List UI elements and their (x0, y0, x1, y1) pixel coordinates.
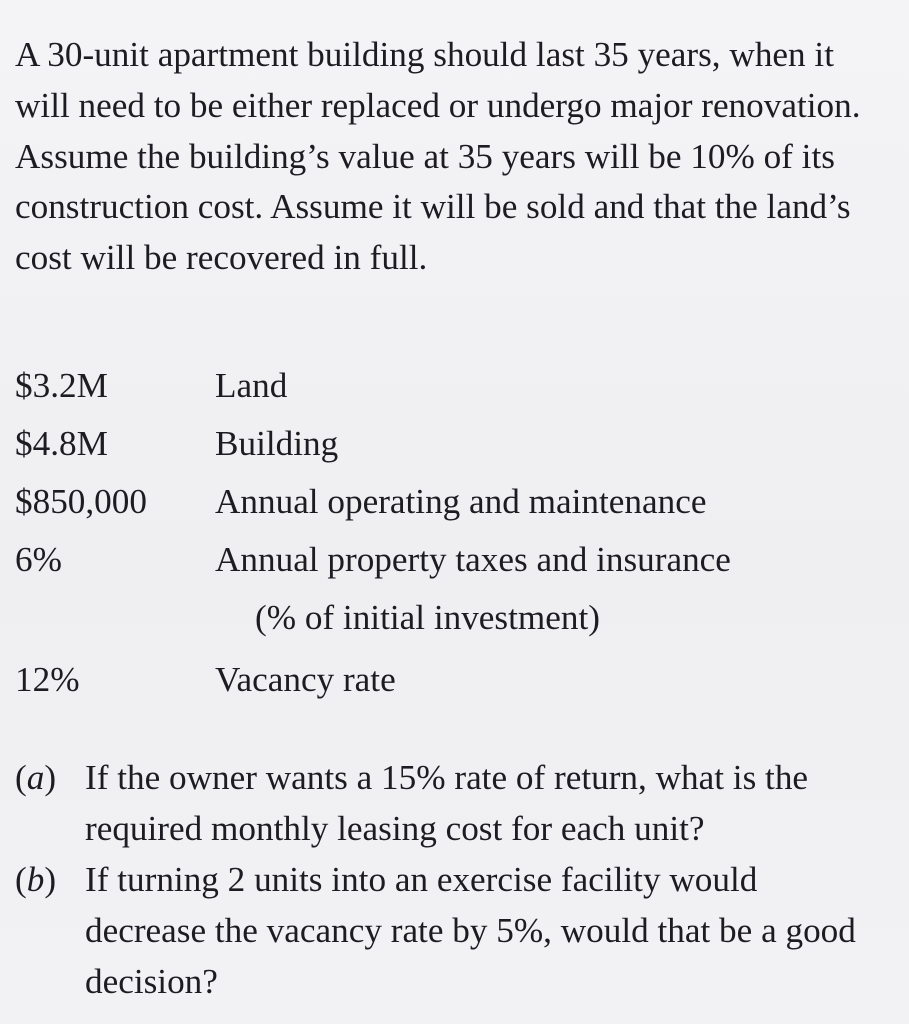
data-label: Annual operating and maintenance (215, 482, 707, 521)
data-value: $850,000 (15, 482, 147, 521)
data-value: $4.8M (15, 424, 108, 463)
data-label: Building (215, 424, 339, 463)
data-label-note: (% of initial investment) (255, 598, 600, 637)
data-label: Land (215, 366, 288, 405)
data-value: 6% (15, 540, 62, 579)
question-letter: (b) (15, 860, 57, 899)
question-text: If the owner wants a 15% rate of return, what is the required monthly leasing cost for each unit? (85, 758, 809, 848)
data-value: 12% (15, 660, 80, 699)
question-letter: (a) (15, 758, 57, 797)
question-a (15, 752, 885, 854)
question-list (15, 752, 885, 1007)
question-b (15, 854, 885, 1007)
data-value: $3.2M (15, 366, 108, 405)
problem-statement: A 30-unit apartment building should last 35 years, when it will need to be either replaced or undergo major renovation. Assume the building’s value at 35 years will be 10% of its construction cost. Assume it will be sold and that the land’s cost will be recovered in full. (15, 35, 861, 278)
data-label: Vacancy rate (215, 660, 396, 699)
data-label: Annual property taxes and insurance (215, 540, 731, 579)
question-text: If turning 2 units into an exercise facility would decrease the vacancy rate by 5%, would that be a good decision? (85, 860, 856, 1001)
